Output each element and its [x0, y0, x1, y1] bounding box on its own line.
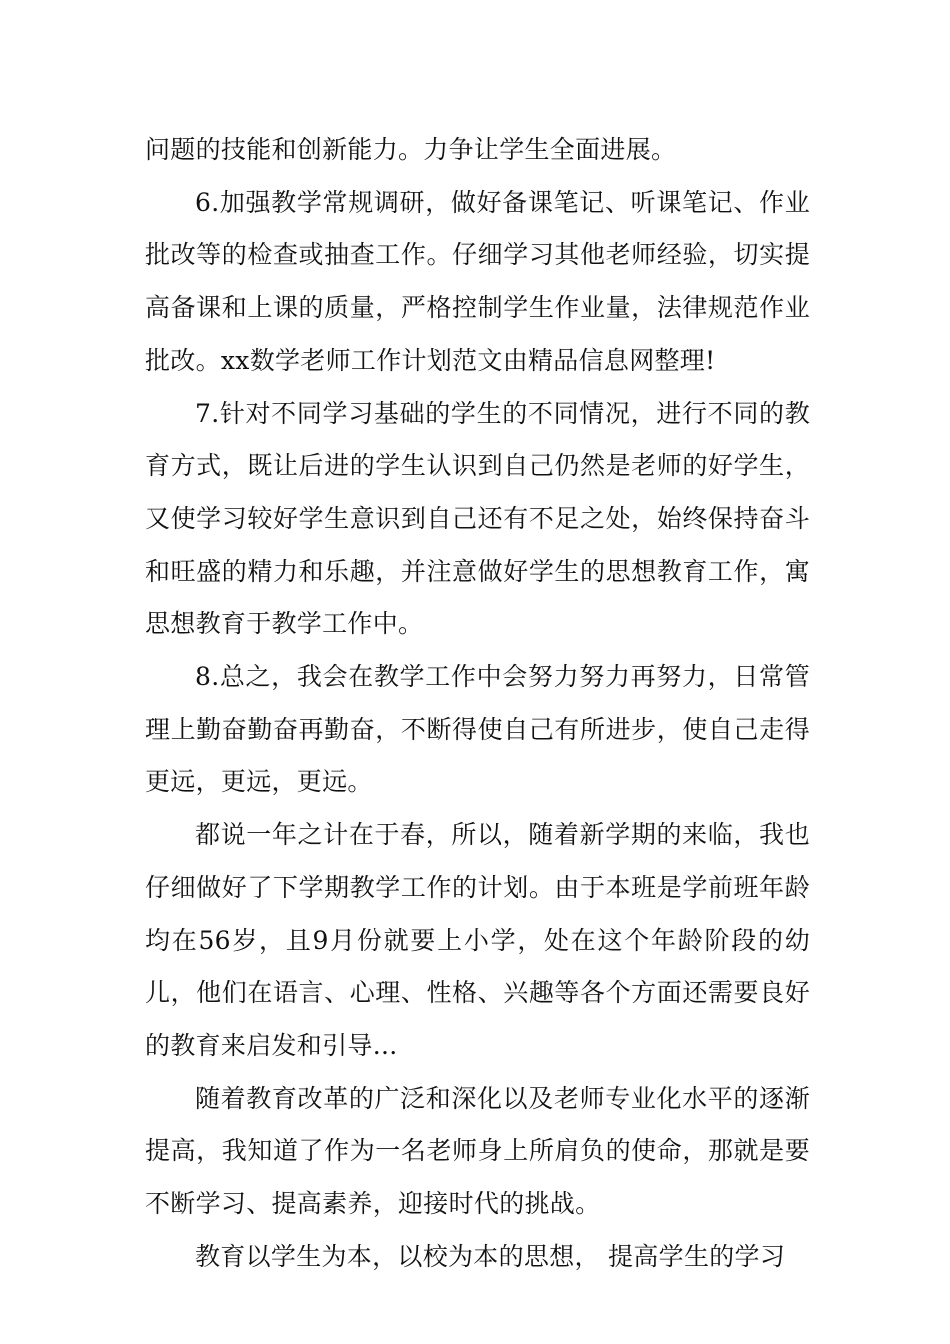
document-body: [145, 124, 810, 1283]
paragraph-item-6: 6.加强教学常规调研，做好备课笔记、听课笔记、作业批改等的检查或抽查工作。仔细学习其他老师经验，切实提高备课和上课的质量，严格控制学生作业量，法律规范作业批改。xx数学老师工作计划范文由精品信息网整理!: [145, 187, 810, 375]
paragraph-continuation: 问题的技能和创新能力。力争让学生全面进展。: [145, 135, 677, 164]
paragraph-spring-plan: 都说一年之计在于春，所以，随着新学期的来临，我也仔细做好了下学期教学工作的计划。由于本班是学前班年龄均在56岁，且9月份就要上小学，处在这个年龄阶段的幼儿，他们在语言、心理、性格、兴趣等各个方面还需要良好的教育来启发和引导...: [145, 820, 810, 1060]
paragraph-education-reform: 随着教育改革的广泛和深化以及老师专业化水平的逐渐提高，我知道了作为一名老师身上所肩负的使命，那就是要不断学习、提高素养，迎接时代的挑战。: [145, 1083, 810, 1219]
paragraph-item-8: 8.总之，我会在教学工作中会努力努力再努力，日常管理上勤奋勤奋再勤奋，不断得使自己有所进步，使自己走得更远，更远，更远。: [145, 662, 810, 797]
paragraph-item-7: 7.针对不同学习基础的学生的不同情况，进行不同的教育方式，既让后进的学生认识到自己仍然是老师的好学生，又使学习较好学生意识到自己还有不足之处，始终保持奋斗和旺盛的精力和乐趣，并注意做好学生的思想教育工作，寓思想教育于教学工作中。: [145, 398, 810, 639]
paragraph-student-centered: 教育以学生为本，以校为本的思想， 提高学生的学习: [195, 1241, 786, 1271]
